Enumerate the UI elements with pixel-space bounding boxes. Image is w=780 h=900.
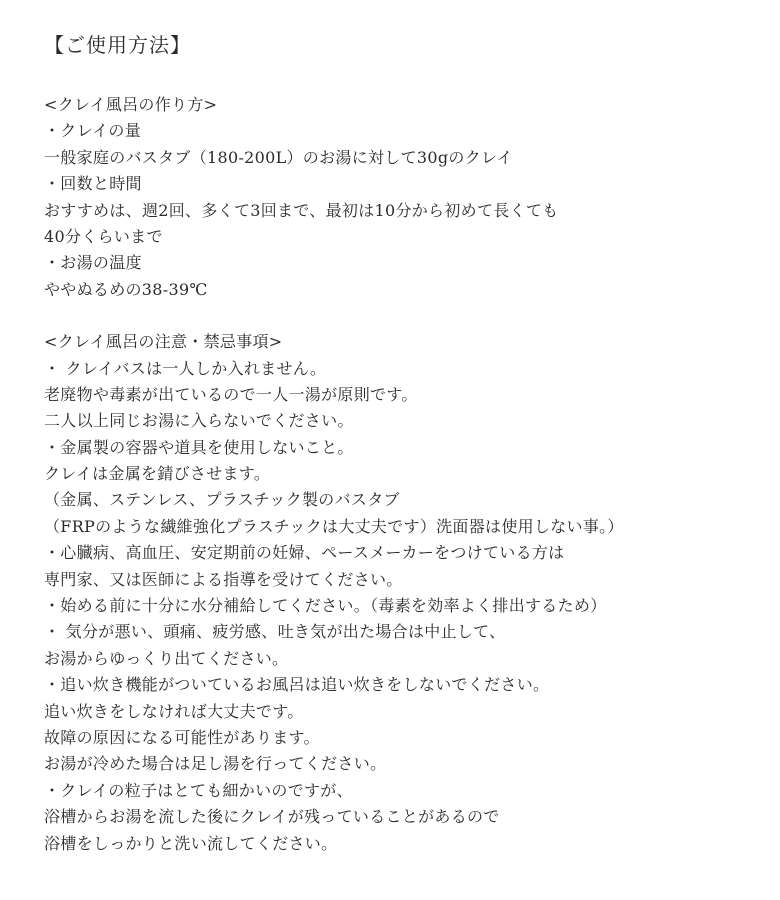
text-line: 専門家、又は医師による指導を受けてください。: [44, 569, 403, 589]
section-clay-bath-preparation: [44, 92, 764, 303]
text-line: 二人以上同じお湯に入らないでください。: [44, 411, 354, 431]
text-line: ・ クレイバスは一人しか入れません。: [44, 358, 327, 378]
text-line: お湯からゆっくり出てください。: [44, 648, 289, 668]
text-line: ややぬるめの38-39℃: [44, 279, 208, 299]
text-line: ・ 気分が悪い、頭痛、疲労感、吐き気が出た場合は中止して、: [44, 622, 506, 642]
text-line: ・始める前に十分に水分補給してください。（毒素を効率よく排出するため）: [44, 596, 607, 616]
text-line: 故障の原因になる可能性があります。: [44, 727, 320, 747]
section-cautions-contraindications: [44, 329, 764, 857]
text-line: 浴槽からお湯を流した後にクレイが残っていることがあるので: [44, 807, 500, 827]
text-line: ・クレイの量: [44, 121, 142, 141]
text-line: ・お湯の温度: [44, 253, 142, 273]
text-line: 老廃物や毒素が出ているので一人一湯が原則です。: [44, 384, 418, 404]
text-line: 浴槽をしっかりと洗い流してください。: [44, 833, 338, 853]
text-line: （FRPのような繊維強化プラスチックは大丈夫です）洗面器は使用しない事。）: [44, 516, 624, 536]
section-heading: <クレイ風呂の注意・禁忌事項>: [44, 332, 283, 352]
text-line: おすすめは、週2回、多くて3回まで、最初は10分から初めて長くても: [44, 200, 559, 220]
text-line: ・心臓病、高血圧、安定期前の妊婦、ペースメーカーをつけている方は: [44, 543, 565, 563]
text-line: お湯が冷めた場合は足し湯を行ってください。: [44, 754, 387, 774]
text-line: ・クレイの粒子はとても細かいのですが、: [44, 780, 353, 800]
section-heading: <クレイ風呂の作り方>: [44, 95, 218, 114]
text-line: ・回数と時間: [44, 174, 142, 194]
text-line: ・追い炊き機能がついているお風呂は追い炊きをしないでください。: [44, 675, 550, 695]
text-line: クレイは金属を錆びさせます。: [44, 464, 271, 484]
text-line: 一般家庭のバスタブ（180-200L）のお湯に対して30gのクレイ: [44, 147, 513, 167]
text-line: 追い炊きをしなければ大丈夫です。: [44, 701, 304, 721]
usage-instructions: [44, 30, 764, 857]
text-line: ・金属製の容器や道具を使用しないこと。: [44, 437, 354, 457]
text-line: 40分くらいまで: [44, 226, 163, 246]
page-title: 【ご使用方法】: [44, 33, 191, 57]
text-line: （金属、ステンレス、プラスチック製のバスタブ: [44, 490, 400, 510]
